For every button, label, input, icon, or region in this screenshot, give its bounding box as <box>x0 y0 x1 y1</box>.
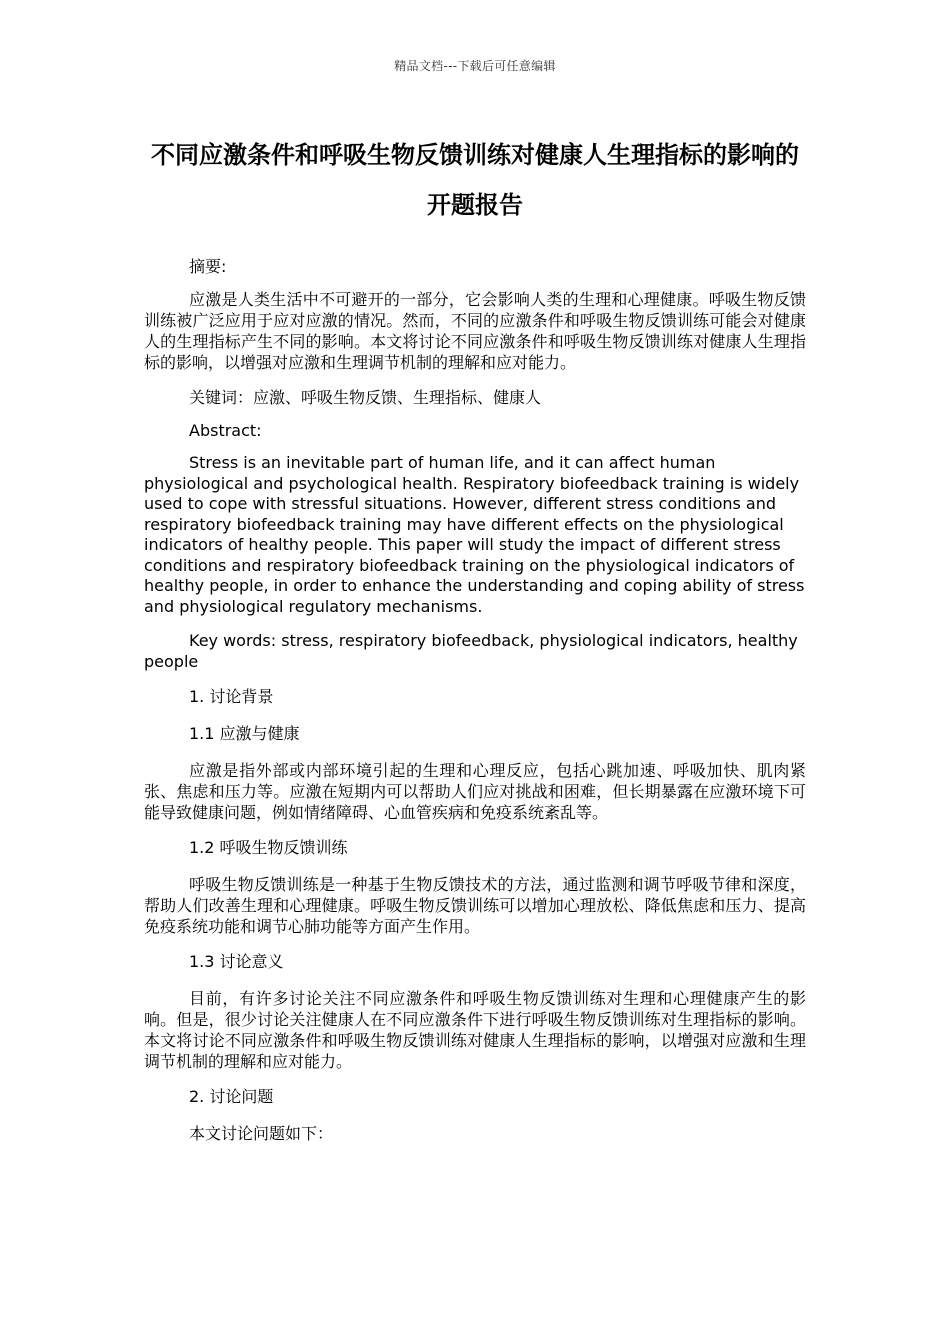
abstract-text: 应激是人类生活中不可避开的一部分，它会影响人类的生理和心理健康。呼吸生物反馈训练被广泛应用于应对应激的情况。然而，不同的应激条件和呼吸生物反馈训练可能会对健康人的生理指标产生不同的影响。本文将讨论不同应激条件和呼吸生物反馈训练对健康人生理指标的影响，以增强对应激和生理调节机制的理解和应对能力。 <box>144 290 806 372</box>
section-1-2-heading: 1.2 呼吸生物反馈训练 <box>189 838 348 857</box>
keywords-cn: 关键词：应激、呼吸生物反馈、生理指标、健康人 <box>189 388 542 407</box>
header-note: 精品文档---下载后可任意编辑 <box>394 59 556 73</box>
document-title: 不同应激条件和呼吸生物反馈训练对健康人生理指标的影响的开题报告 <box>151 141 799 219</box>
section-2-intro: 本文讨论问题如下： <box>189 1124 334 1143</box>
section-1-2-text: 呼吸生物反馈训练是一种基于生物反馈技术的方法，通过监测和调节呼吸节律和深度，帮助人们改善生理和心理健康。呼吸生物反馈训练可以增加心理放松、降低焦虑和压力、提高免疫系统功能和调节心肺功能等方面产生作用。 <box>144 875 806 936</box>
section-1-1-text: 应激是指外部或内部环境引起的生理和心理反应，包括心跳加速、呼吸加快、肌肉紧张、焦虑和压力等。应激在短期内可以帮助人们应对挑战和困难，但长期暴露在应激环境下可能导致健康问题，例如情绪障碍、心血管疾病和免疫系统紊乱等。 <box>144 761 806 822</box>
abstract-label: 摘要: <box>189 257 227 276</box>
abstract-en-label: Abstract: <box>189 421 262 440</box>
section-1-heading: 1. 讨论背景 <box>189 687 274 706</box>
section-1-1-heading: 1.1 应激与健康 <box>189 724 300 743</box>
section-1-3-heading: 1.3 讨论意义 <box>189 952 284 971</box>
section-2-heading: 2. 讨论问题 <box>189 1087 274 1106</box>
keywords-en: Key words: stress, respiratory biofeedback, physiological indicators, healthy people <box>144 631 798 671</box>
document-body <box>144 256 806 1158</box>
abstract-en-text: Stress is an inevitable part of human life, and it can affect human physiological and psychological health. Respiratory biofeedback training is widely used to cope with stressful situations. However, different stress conditions and respiratory biofeedback training may have different effects on the physiological indicators of healthy people. This paper will study the impact of different stress conditions and respiratory biofeedback training on the physiological indicators of healthy people, in order to enhance the understanding and coping ability of stress and physiological regulatory mechanisms. <box>144 453 805 616</box>
section-1-3-text: 目前，有许多讨论关注不同应激条件和呼吸生物反馈训练对生理和心理健康产生的影响。但是，很少讨论关注健康人在不同应激条件下进行呼吸生物反馈训练对生理指标的影响。本文将讨论不同应激条件和呼吸生物反馈训练对健康人生理指标的影响，以增强对应激和生理调节机制的理解和应对能力。 <box>144 989 806 1071</box>
